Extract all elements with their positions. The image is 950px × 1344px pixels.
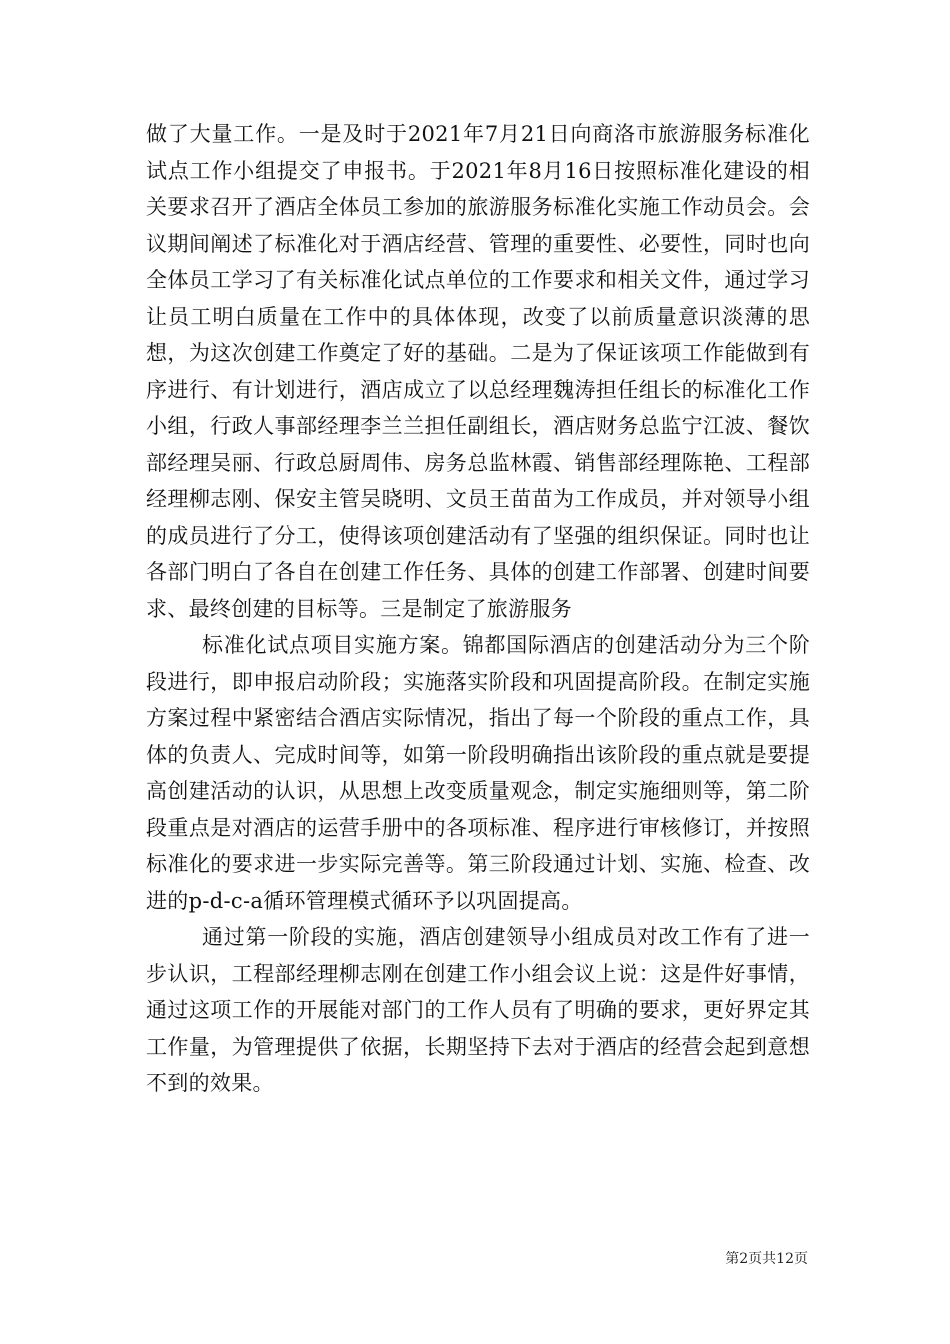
document-body — [146, 116, 810, 1102]
page-number: 第2页共12页 — [725, 1251, 808, 1267]
paragraph-implementation-plan: 标准化试点项目实施方案。锦都国际酒店的创建活动分为三个阶段进行，即申报启动阶段；实施落实阶段和巩固提高阶段。在制定实施方案过程中紧密结合酒店实际情况，指出了每一个阶段的重点工作，具体的负责人、完成时间等，如第一阶段明确指出该阶段的重点就是要提高创建活动的认识，从思想上改变质量观念，制定实施细则等，第二阶段重点是对酒店的运营手册中的各项标准、程序进行审核修订，并按照标准化的要求进一步实际完善等。第三阶段通过计划、实施、检查、改进的p-d-c-a循环管理模式循环予以巩固提高。 — [146, 633, 810, 913]
paragraph-continuation: 做了大量工作。一是及时于2021年7月21日向商洛市旅游服务标准化试点工作小组提交了申报书。于2021年8月16日按照标准化建设的相关要求召开了酒店全体员工参加的旅游服务标准化实施工作动员会。会议期间阐述了标准化对于酒店经营、管理的重要性、必要性，同时也向全体员工学习了有关标准化试点单位的工作要求和相关文件，通过学习让员工明白质量在工作中的具体体现，改变了以前质量意识淡薄的思想，为这次创建工作奠定了好的基础。二是为了保证该项工作能做到有序进行、有计划进行，酒店成立了以总经理魏涛担任组长的标准化工作小组，行政人事部经理李兰兰担任副组长，酒店财务总监宁江波、餐饮部经理吴丽、行政总厨周伟、房务总监林霞、销售部经理陈艳、工程部经理柳志刚、保安主管吴晓明、文员王苗苗为工作成员，并对领导小组的成员进行了分工，使得该项创建活动有了坚强的组织保证。同时也让各部门明白了各自在创建工作任务、具体的创建工作部署、创建时间要求、最终创建的目标等。三是制定了旅游服务 — [146, 122, 810, 621]
paragraph-first-stage: 通过第一阶段的实施，酒店创建领导小组成员对改工作有了进一步认识，工程部经理柳志刚在创建工作小组会议上说：这是件好事情，通过这项工作的开展能对部门的工作人员有了明确的要求，更好界定其工作量，为管理提供了依据，长期坚持下去对于酒店的经营会起到意想不到的效果。 — [146, 925, 810, 1095]
